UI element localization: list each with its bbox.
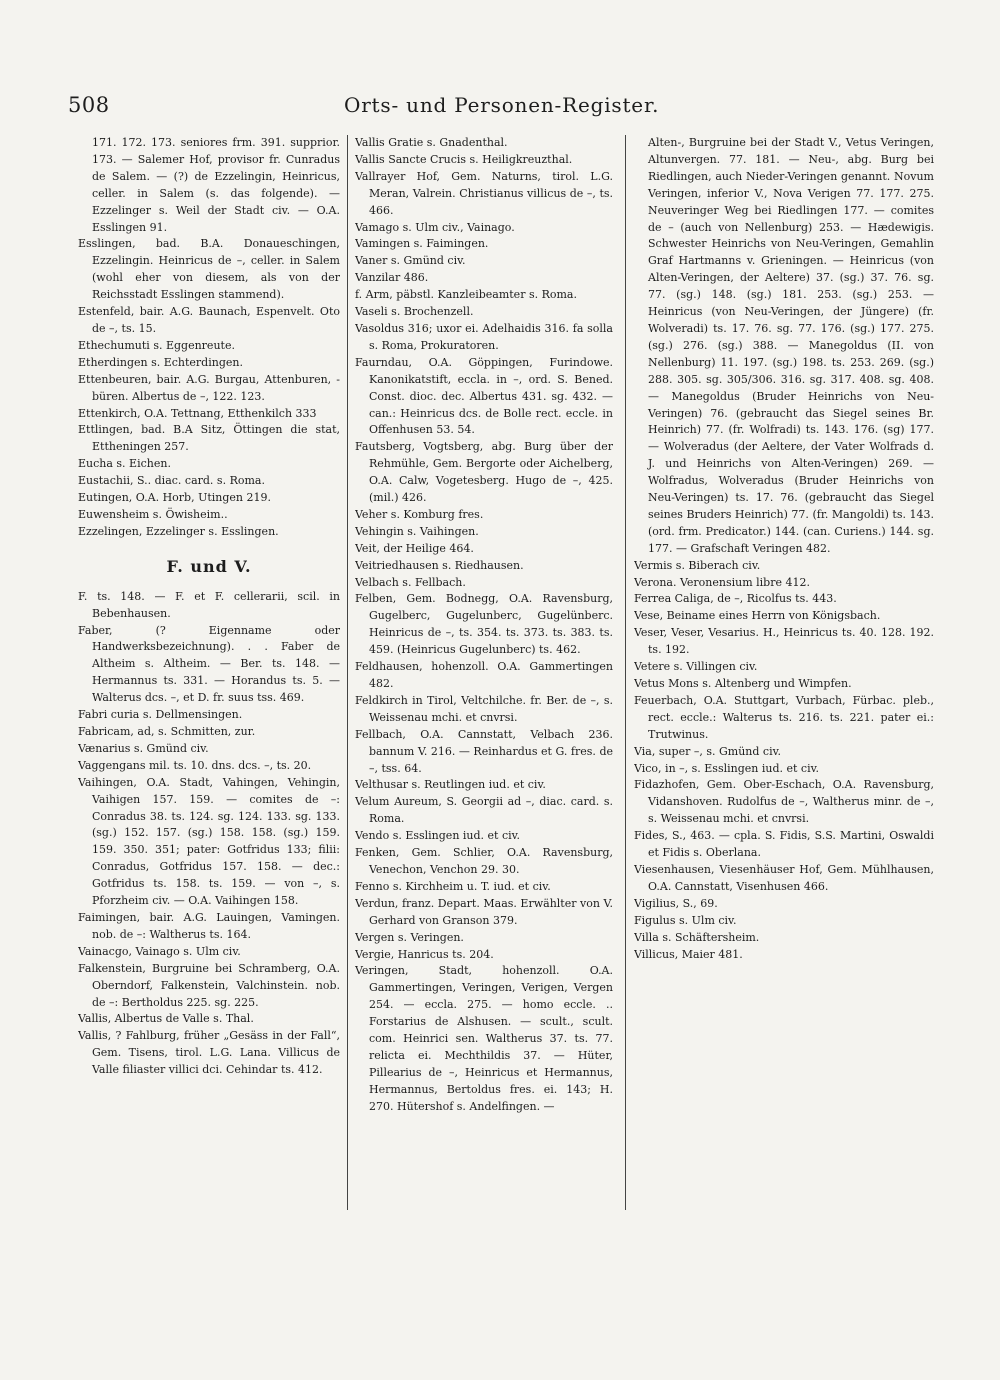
register-entry: Etherdingen s. Echterdingen. — [78, 355, 243, 369]
register-columns — [78, 135, 934, 1335]
register-entry: Vaggengans mil. ts. 10. dns. dcs. –, ts. 20. — [78, 758, 312, 772]
register-entry: Ferrea Caliga, de –, Ricolfus ts. 443. — [634, 592, 837, 606]
register-entry: Via, super –, s. Gmünd civ. — [634, 744, 781, 758]
register-entry: Villa s. Schäftersheim. — [634, 930, 760, 944]
register-entry: Ettenbeuren, bair. A.G. Burgau, Attenburen, -büren. Albertus de –, 122. 123. — [78, 372, 340, 403]
register-entry: Ezzelingen, Ezzelinger s. Esslingen. — [78, 524, 279, 538]
register-entry: Vendo s. Esslingen iud. et civ. — [355, 829, 521, 843]
register-entry: Alten-, Burgruine bei der Stadt V., Vetus Veringen, Altunvergen. 77. 181. — Neu-, abg. Burg bei Riedlingen, auch Nieder-Veringen genannt. Novum Veringen, inferior V., Nova Verigen 77. 177. 275. Neuveringer Weg bei Riedlingen 177. — comites de – (auch von Nellenburg) 253. — Hædewigis. Schwester Heinrichs von Neu-Veringen, Gemahlin Graf Hartmanns v. Grieningen. — Heinricus (von Alten-Veringen, der Aeltere) 37. (sg.) 37. 76. sg. 77. (sg.) 148. (sg.) 181. 253. (sg.) 253. — Heinricus (von Neu-Veringen, der Jüngere) (fr. Wolveradi) ts. 17. 76. sg. 77. 176. (sg.) 177. 275. (sg.) 276. (sg.) 388. — Manegoldus (II. von Nellenburg) 11. 197. (sg.) 198. ts. 253. 269. (sg.) 288. 305. sg. 305/306. 316. sg. 317. 408. sg. 408. — Manegoldus (Bruder Heinrichs von Neu-Veringen) 76. (gebraucht das Siegel seines Br. Heinrich) 77. (fr. Wolfradi) ts. 143. 176. (sg) 177. — Wolveradus (der Aeltere, der Vater Wolfrads d. J. und Heinrichs von Alten-Veringen) 269. — Wolfradus, Wolveradus (Bruder Heinrichs von Neu-Veringen) ts. 17. 76. (gebraucht das Siegel seines Bruders Heinrich) 77. (fr. Mangoldi) ts. 143. (ord. frm. Predicator.) 144. (can. Curiens.) 144. sg. 177. — Grafschaft Veringen 482. — [648, 136, 934, 555]
page-number: 508 — [68, 93, 110, 117]
register-entry: Vainacgo, Vainago s. Ulm civ. — [78, 944, 241, 958]
register-entry: Vergie, Hanricus ts. 204. — [355, 947, 494, 961]
register-entry: Fenno s. Kirchheim u. T. iud. et civ. — [355, 879, 551, 893]
register-entry: f. Arm, päbstl. Kanzleibeamter s. Roma. — [355, 288, 577, 302]
register-entry: Verona. Veronensium libre 412. — [634, 575, 810, 589]
register-entry: Vehingin s. Vaihingen. — [355, 524, 479, 538]
register-entry: Eutingen, O.A. Horb, Utingen 219. — [78, 491, 271, 505]
register-entry: Vergen s. Veringen. — [355, 930, 464, 944]
register-entry: Figulus s. Ulm civ. — [634, 913, 737, 927]
register-entry: Feldkirch in Tirol, Veltchilche. fr. Ber. de –, s. Weissenau mchi. et cnvrsi. — [355, 693, 613, 724]
register-entry: Veit, der Heilige 464. — [355, 541, 474, 555]
column-divider — [347, 135, 348, 1210]
register-entry: Fidazhofen, Gem. Ober-Eschach, O.A. Ravensburg, Vidanshoven. Rudolfus de –, Waltherus minr. de –, s. Weissenau mchi. et cnvrsi. — [634, 778, 934, 826]
register-entry: Vamingen s. Faimingen. — [355, 237, 489, 251]
register-entry: Veringen, Stadt, hohenzoll. O.A. Gammertingen, Veringen, Verigen, Vergen 254. — eccla. 275. — homo eccle. .. Forstarius de Alshusen. — scult., scult. com. Heinrici sen. Waltherus 37. ts. 77. relicta ei. Mechthildis 37. — Hüter, Pillearius de –, Heinricus et Hermannus, Hermannus, Bertoldus fres. ei. 143; H. 270. Hütershof s. Andelfingen. — — [355, 964, 613, 1113]
column-left — [78, 135, 340, 1335]
register-entry: Faurndau, O.A. Göppingen, Furindowe. Kanonikatstift, eccla. in –, ord. S. Bened. Const. dioc. dec. Albertus 431. sg. 432. — can.: Heinricus dcs. de Bolle rect. eccle. in Offenhusen 53. 54. — [355, 355, 613, 437]
page-title: Orts- und Personen-Register. — [344, 93, 660, 117]
register-entry: Esslingen, bad. B.A. Donaueschingen, Ezzelingin. Heinricus de –, celler. in Salem (wohl eher von diesem, als von der Reichsstadt Esslingen stammend). — [78, 237, 340, 302]
register-entry: Velbach s. Fellbach. — [355, 575, 466, 589]
register-entry: Vigilius, S., 69. — [634, 896, 718, 910]
register-entry: Vallis, ? Fahlburg, früher „Gesäss in der Fall“, Gem. Tisens, tirol. L.G. Lana. Villicus de Valle filiaster villici dci. Cehindar ts. 412. — [78, 1029, 340, 1077]
register-entry: Euwensheim s. Öwisheim.. — [78, 507, 228, 521]
register-entry: Vallrayer Hof, Gem. Naturns, tirol. L.G. Meran, Valrein. Christianus villicus de –, ts. 466. — [355, 169, 613, 217]
register-entry: Vetus Mons s. Altenberg und Wimpfen. — [634, 677, 852, 690]
register-entry: Verdun, franz. Depart. Maas. Erwählter von V. Gerhard von Granson 379. — [355, 896, 613, 927]
register-entry: Ettenkirch, O.A. Tettnang, Etthenkilch 333 — [78, 406, 317, 420]
register-entry: Veser, Veser, Vesarius. H., Heinricus ts. 40. 128. 192. ts. 192. — [634, 626, 934, 657]
register-entry: Ethechumuti s. Eggenreute. — [78, 338, 235, 352]
register-entry: Fellbach, O.A. Cannstatt, Velbach 236. bannum V. 216. — Reinhardus et G. fres. de –, tss. 64. — [355, 727, 613, 775]
register-entry: Vaner s. Gmünd civ. — [355, 254, 466, 268]
register-entry: Falkenstein, Burgruine bei Schramberg, O.A. Oberndorf, Falkenstein, Valchinstein. nob. de –: Bertholdus 225. sg. 225. — [78, 961, 340, 1009]
register-entry: Vallis, Albertus de Valle s. Thal. — [78, 1012, 254, 1026]
register-entry: 171. 172. 173. seniores frm. 391. supprior. 173. — Salemer Hof, provisor fr. Cunradus de Salem. — (?) de Ezzelingin, Heinricus, celler. in Salem (s. das folgende). — Ezzelinger s. Weil der Stadt civ. — O.A. Esslingen 91. — [92, 136, 340, 234]
section-heading: F. und V. — [166, 556, 252, 576]
register-entry: Vamago s. Ulm civ., Vainago. — [355, 220, 515, 234]
register-entry: Viesenhausen, Viesenhäuser Hof, Gem. Mühlhausen, O.A. Cannstatt, Visenhusen 466. — [634, 862, 934, 893]
register-entry: Vanzilar 486. — [355, 271, 429, 285]
register-entry: Estenfeld, bair. A.G. Baunach, Espenvelt. Oto de –, ts. 15. — [78, 305, 340, 335]
register-entry: Felben, Gem. Bodnegg, O.A. Ravensburg, Gugelberc, Gugelunberc, Gugelünberc. Heinricus de –, ts. 354. ts. 373. ts. 383. ts. 459. (Heinricus Gugelunberc) ts. 462. — [355, 592, 613, 657]
register-entry: Eustachii, S.. diac. card. s. Roma. — [78, 474, 265, 488]
register-entry: Velum Aureum, S. Georgii ad –, diac. card. s. Roma. — [355, 795, 613, 826]
column-right — [634, 135, 934, 1335]
register-entry: Feuerbach, O.A. Stuttgart, Vurbach, Fürbac. pleb., rect. eccle.: Walterus ts. 216. ts. 221. pater ei.: Trutwinus. — [634, 693, 934, 741]
register-entry: Fides, S., 463. — cpla. S. Fidis, S.S. Martini, Oswaldi et Fidis s. Oberlana. — [634, 829, 934, 860]
register-entry: Faber, (? Eigenname oder Handwerksbezeichnung). . . Faber de Altheim s. Altheim. — Ber. ts. 148. — Hermannus ts. 331. — Horandus ts. 5. — Walterus dcs. –, et D. fr. suus tss. 469. — [78, 623, 340, 705]
register-entry: Vallis Sancte Crucis s. Heiligkreuzthal. — [355, 152, 573, 166]
register-entry: Fautsberg, Vogtsberg, abg. Burg über der Rehmühle, Gem. Bergorte oder Aichelberg, O.A. Calw, Vogetesberg. Hugo de –, 425. (mil.) 426. — [355, 440, 613, 505]
register-entry: Fabricam, ad, s. Schmitten, zur. — [78, 725, 256, 738]
register-entry: Velthusar s. Reutlingen iud. et civ. — [355, 778, 546, 792]
register-entry: Vese, Beiname eines Herrn von Königsbach. — [634, 609, 881, 623]
register-entry: Vaihingen, O.A. Stadt, Vahingen, Vehingin, Vaihigen 157. 159. — comites de –: Conradus 38. ts. 124. sg. 124. 133. sg. 133. (sg.) 152. 157. (sg.) 158. 158. (sg.) 159. 159. 350. 351; pater: Gotfridus 133; filii: Conradus, Gotfridus 157. 158. — dec.: Gotfridus ts. 158. ts. 159. — von –, s. Pforzheim civ. — O.A. Vaihingen 158. — [78, 775, 340, 908]
register-entry: Villicus, Maier 481. — [634, 947, 743, 961]
register-entry: Eucha s. Eichen. — [78, 457, 171, 471]
register-entry: Veitriedhausen s. Riedhausen. — [355, 558, 524, 572]
register-entry: Vasoldus 316; uxor ei. Adelhaidis 316. fa solla s. Roma, Prokuratoren. — [355, 321, 613, 352]
register-entry: Vico, in –, s. Esslingen iud. et civ. — [634, 761, 819, 775]
register-entry: F. ts. 148. — F. et F. cellerarii, scil. in Bebenhausen. — [78, 589, 340, 620]
column-middle — [355, 135, 613, 1335]
register-entry: Fenken, Gem. Schlier, O.A. Ravensburg, Venechon, Venchon 29. 30. — [355, 846, 613, 876]
register-entry: Fabri curia s. Dellmensingen. — [78, 708, 243, 722]
column-divider — [625, 135, 626, 1210]
register-entry: Vermis s. Biberach civ. — [634, 558, 761, 572]
register-entry: Vænarius s. Gmünd civ. — [78, 741, 209, 755]
register-entry: Vaseli s. Brochenzell. — [355, 305, 474, 319]
register-entry: Ettlingen, bad. B.A Sitz, Öttingen die stat, Ettheningen 257. — [78, 423, 340, 454]
register-entry: Feldhausen, hohenzoll. O.A. Gammertingen 482. — [355, 660, 613, 690]
register-entry: Vetere s. Villingen civ. — [634, 660, 758, 674]
register-entry: Veher s. Komburg fres. — [355, 507, 484, 521]
register-entry: Vallis Gratie s. Gnadenthal. — [355, 136, 508, 149]
register-entry: Faimingen, bair. A.G. Lauingen, Vamingen. nob. de –: Waltherus ts. 164. — [78, 910, 340, 941]
